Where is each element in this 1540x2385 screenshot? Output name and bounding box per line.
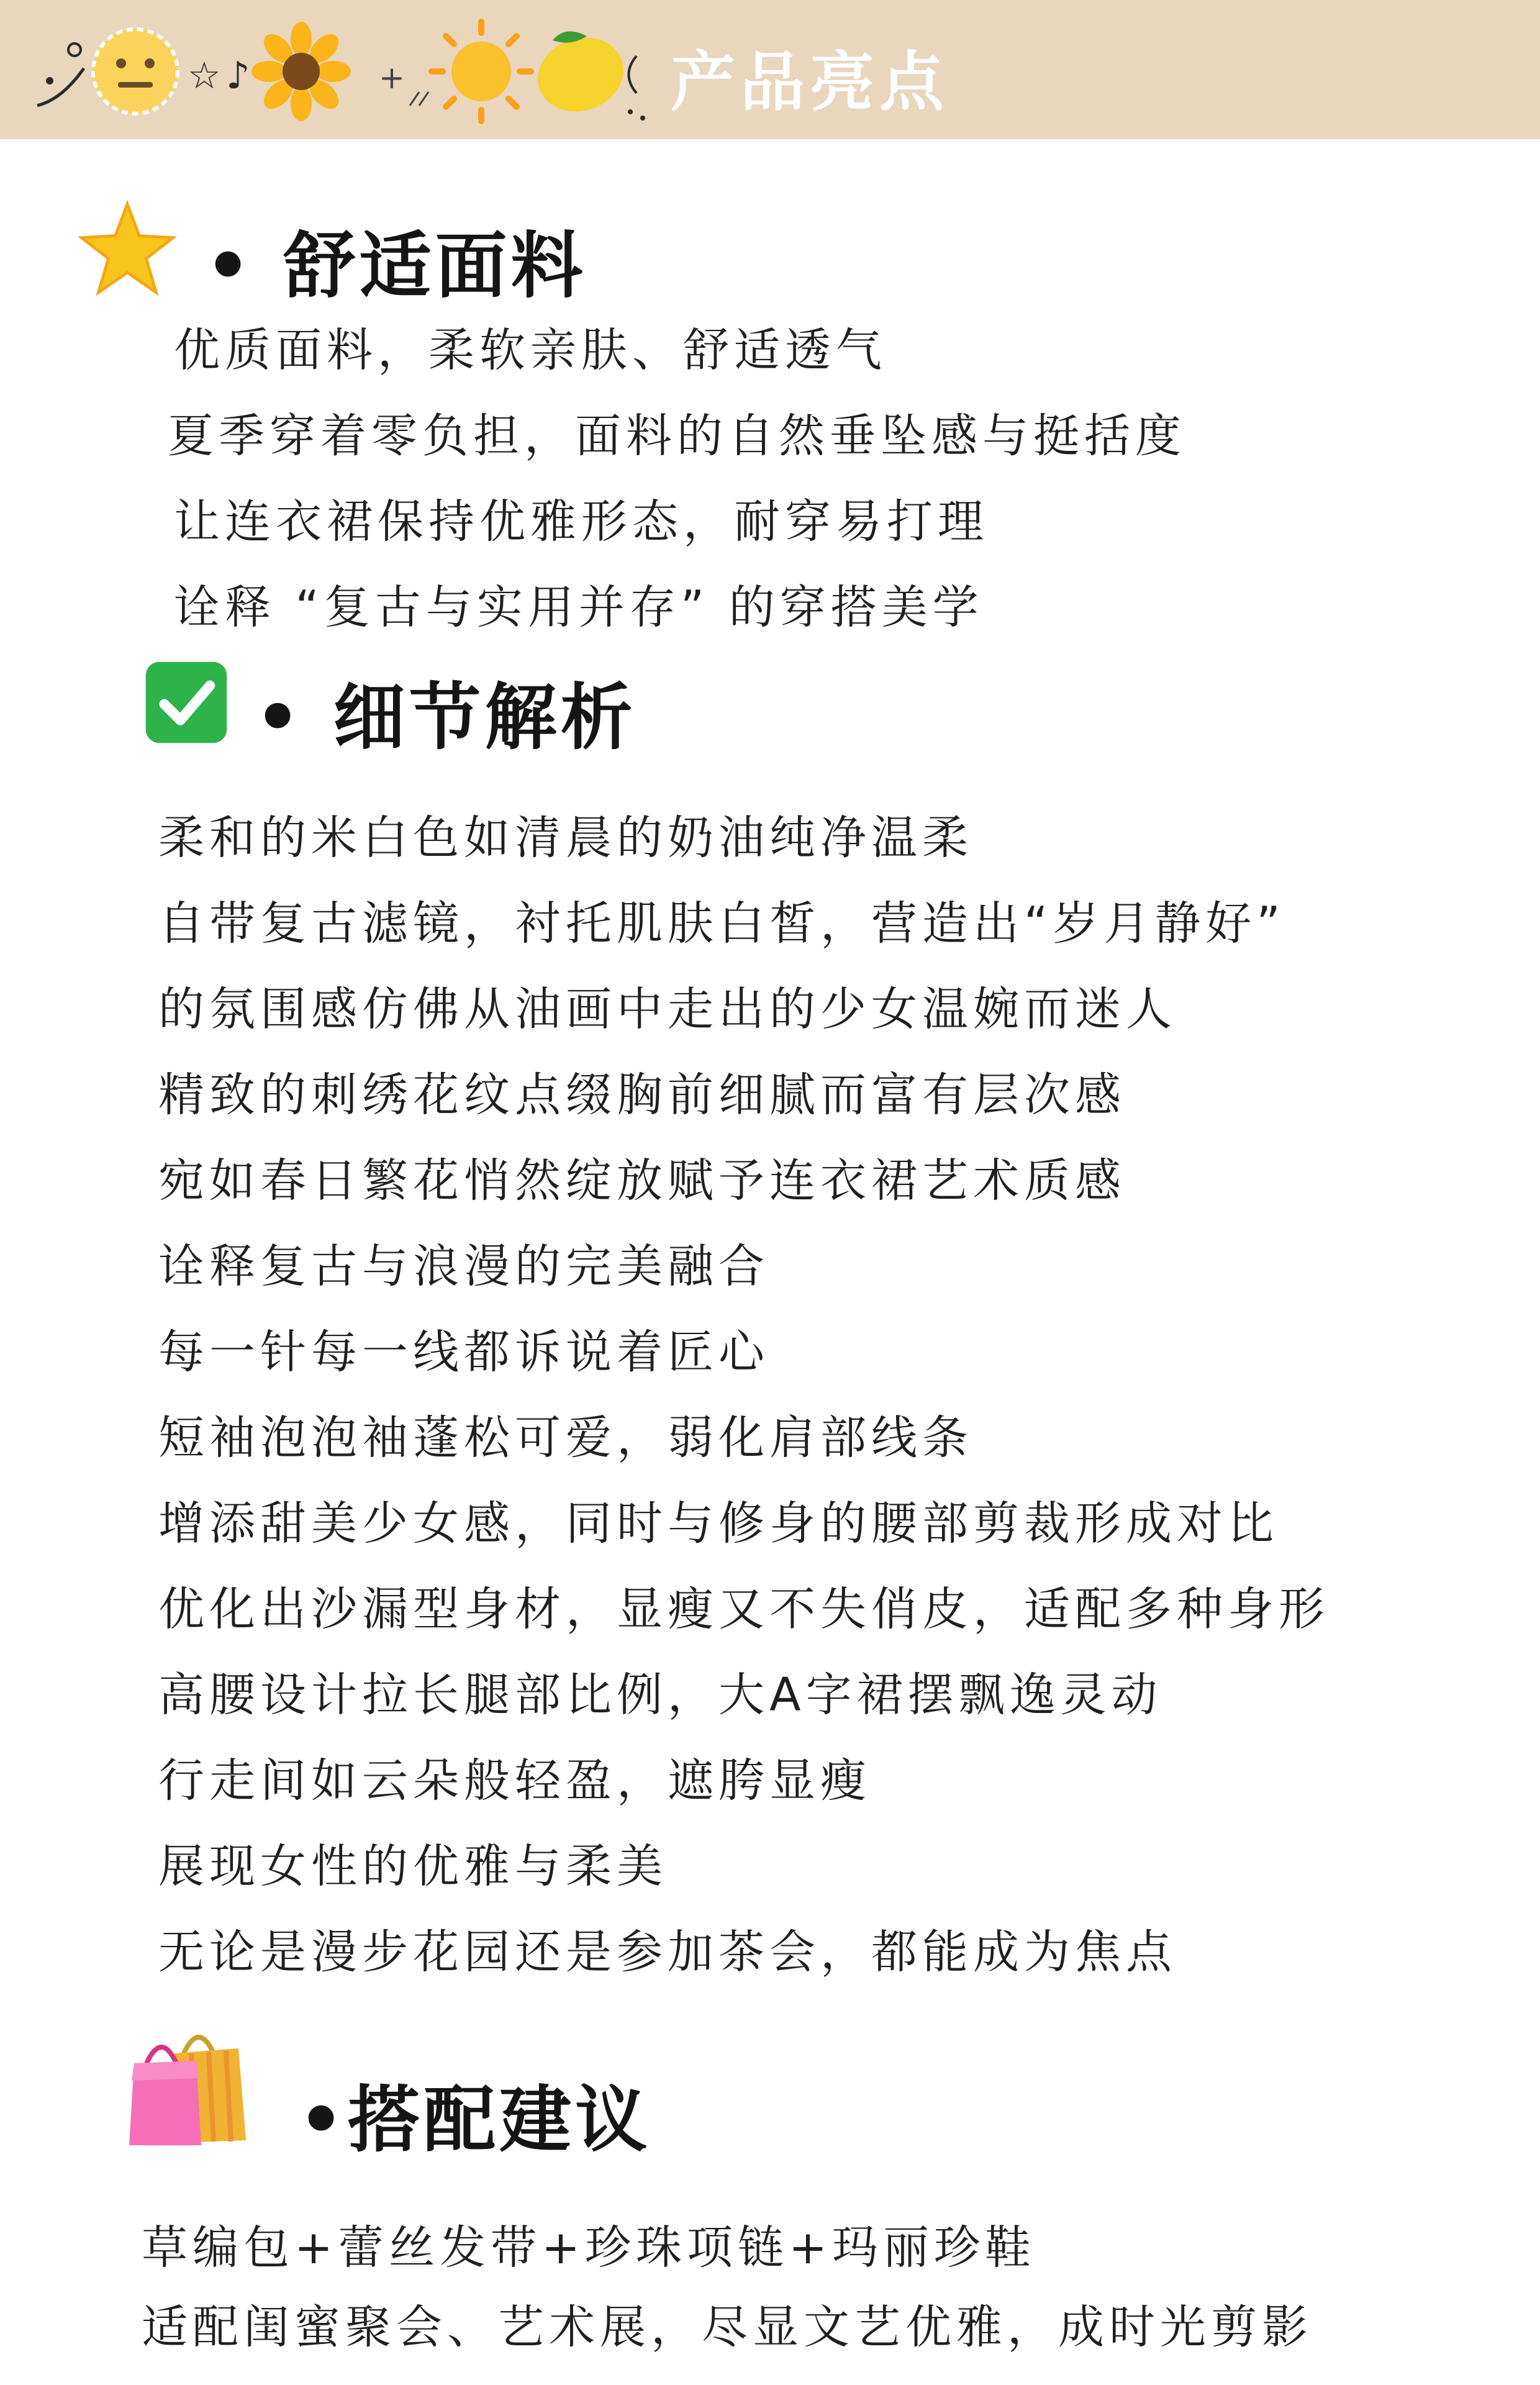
section-heading-details: • 细节解析 [255,676,636,760]
smiley-face-icon [93,29,178,114]
details-line: 短袖泡泡袖蓬松可爱，弱化肩部线条 [158,1411,973,1465]
details-line: 优化出沙漏型身材，显瘦又不失俏皮，适配多种身形 [158,1583,1329,1636]
section-heading-styling: •搭配建议 [298,2078,651,2162]
plus-icon: + [379,60,405,96]
lemon-icon [527,26,633,124]
details-line: 宛如春日繁花悄然绽放赋予连衣裙艺术质感 [158,1154,1126,1207]
details-line: 高腰设计拉长腿部比例，大A字裙摆飘逸灵动 [158,1668,1162,1722]
details-line: 每一针每一线都诉说着匠心 [158,1325,769,1379]
check-mark-button-icon [144,660,229,745]
sun-icon [432,22,531,121]
details-line: 行走间如云朵般轻盈，遮胯显瘦 [158,1754,871,1807]
details-line: 柔和的米白色如清晨的奶油纯净温柔 [158,811,973,865]
header-banner [0,0,1540,139]
fabric-line: 诠释 “复古与实用并存” 的穿搭美学 [174,581,984,634]
details-line: 展现女性的优雅与柔美 [158,1840,668,1893]
details-line: 精致的刺绣花纹点缀胸前细腻而富有层次感 [158,1068,1126,1122]
music-note-icon: ♪ [226,54,250,98]
section-heading-fabric: • 舒适面料 [205,224,587,308]
sunflower-icon [251,22,351,121]
fabric-line: 优质面料，柔软亲肤、舒适透气 [174,324,887,377]
glowing-star-icon [78,200,177,299]
fabric-line: 夏季穿着零负担，面料的自然垂坠感与挺括度 [168,409,1186,463]
details-line: 无论是漫步花园还是参加茶会，都能成为焦点 [158,1925,1177,1979]
banner-decoration [25,12,652,130]
details-line: 诠释复古与浪漫的完美融合 [158,1240,769,1293]
star-outline-icon: ☆ [188,54,221,98]
styling-line: 适配闺蜜聚会、艺术展，尽显文艺优雅，成时光剪影 [142,2301,1313,2354]
details-line: 增添甜美少女感，同时与修身的腰部剪裁形成对比 [158,1497,1279,1550]
details-line: 的氛围感仿佛从油画中走出的少女温婉而迷人 [158,983,1177,1036]
fabric-line: 让连衣裙保持优雅形态，耐穿易打理 [174,495,989,548]
styling-line: 草编包+蕾丝发带+珍珠项链+玛丽珍鞋 [142,2221,1036,2274]
shopping-bags-icon [124,2019,248,2149]
banner-title: 产品亮点 [671,44,949,120]
details-line: 自带复古滤镜，衬托肌肤白皙，营造出“岁月静好” [158,897,1285,950]
